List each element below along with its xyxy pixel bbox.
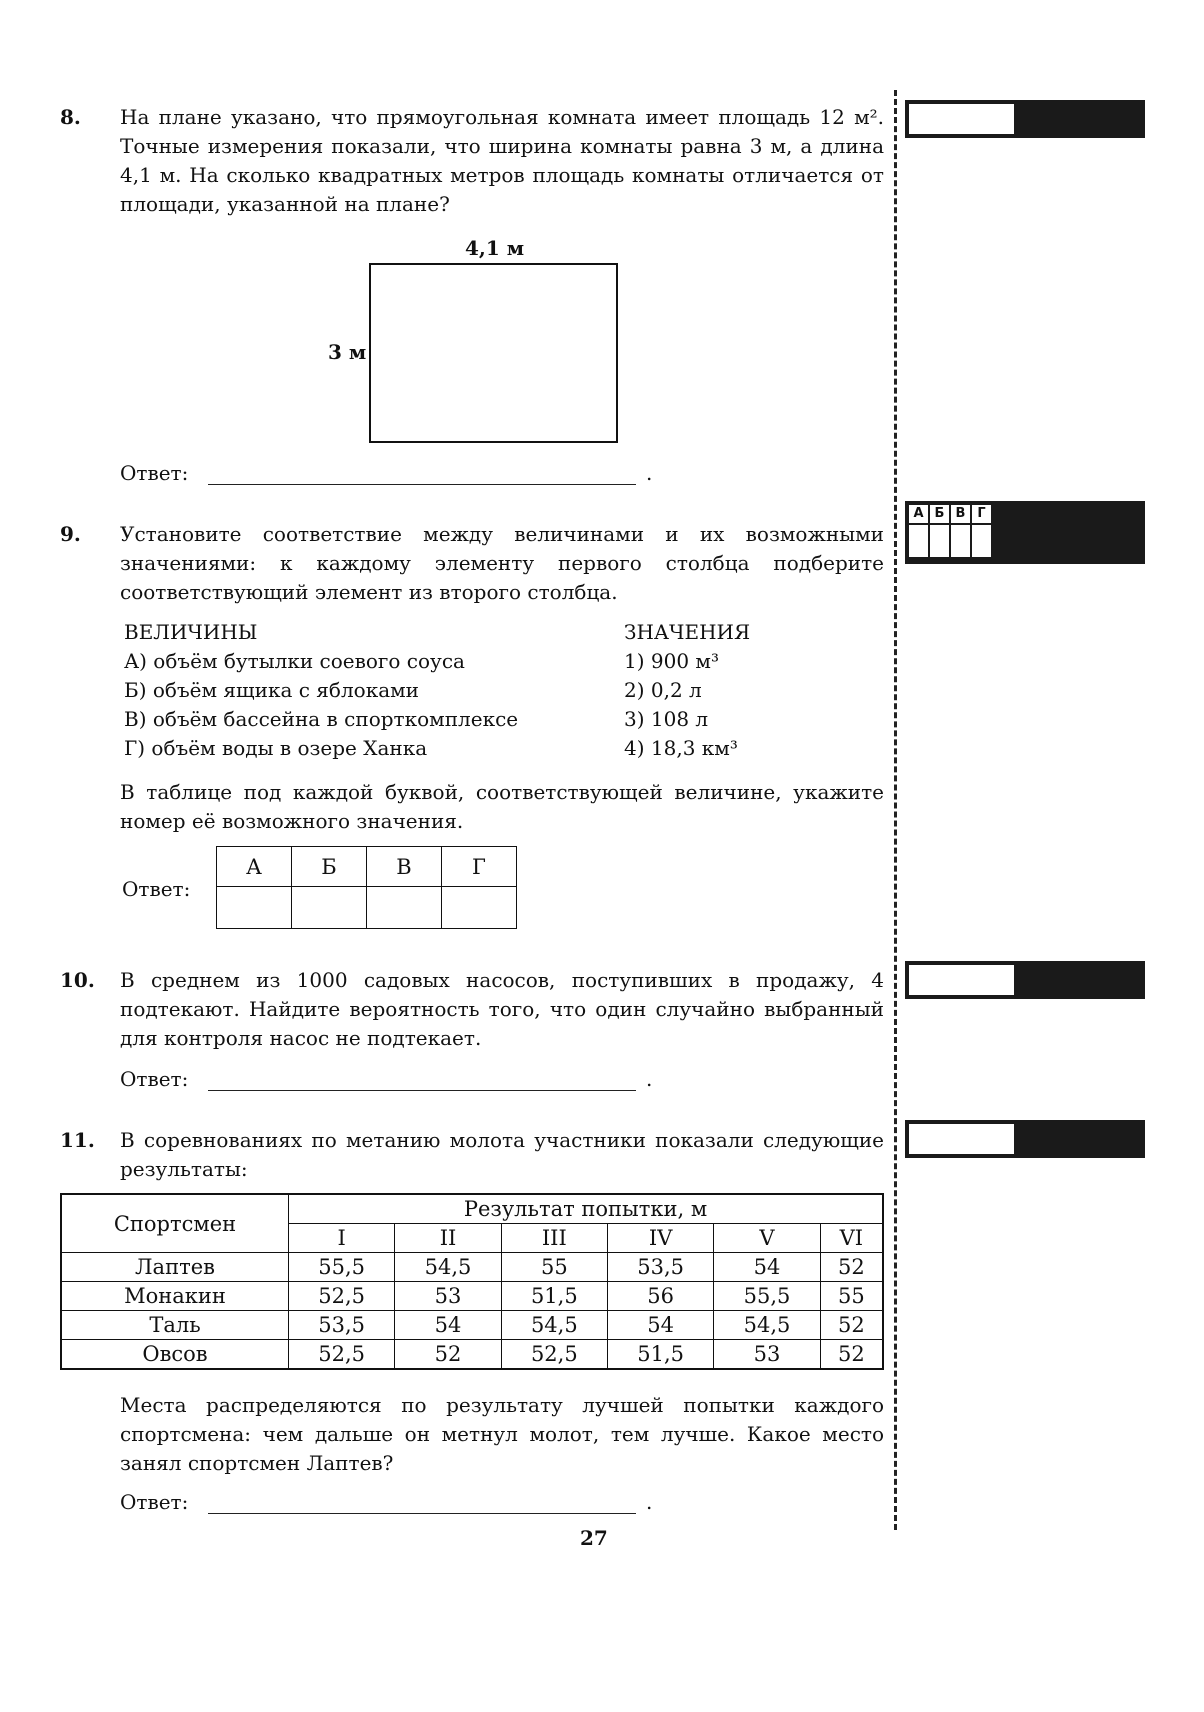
value-item: 3) 108 л (624, 707, 709, 731)
task-number: 9. (60, 522, 81, 546)
result-cell: 54,5 (714, 1311, 820, 1340)
answer-table (216, 846, 517, 929)
result-header: Результат попытки, м (289, 1194, 884, 1224)
margin-answer-box-11 (905, 1120, 1145, 1158)
quantity-item: В) объём бассейна в спорткомплексе (124, 707, 519, 731)
answer-label: Ответ: (120, 1067, 189, 1091)
task-number: 10. (60, 968, 95, 992)
margin-cell (930, 525, 949, 557)
room-rectangle (369, 263, 618, 443)
result-cell: 54 (607, 1311, 713, 1340)
answer-line[interactable] (208, 484, 636, 485)
result-cell: 54,5 (501, 1311, 607, 1340)
table-row (61, 1282, 883, 1311)
table-row (61, 1311, 883, 1340)
margin-answer-box-8 (905, 100, 1145, 138)
attempt-header: I (289, 1224, 395, 1253)
margin-cell (972, 525, 991, 557)
result-cell: 52 (820, 1340, 883, 1370)
result-cell: 52,5 (501, 1340, 607, 1370)
result-cell: 54 (395, 1311, 501, 1340)
answer-cell[interactable] (367, 887, 442, 929)
results-table (60, 1193, 884, 1370)
figure-width-label: 3 м (328, 340, 367, 364)
task-10-text: В среднем из 1000 садовых насосов, поступивших в продажу, 4 подтекают. Найдите вероятность того, что один случайно выбранный для контроля насос не подтекает. (120, 968, 884, 1050)
athlete-name: Монакин (61, 1282, 289, 1311)
margin-letter: В (951, 505, 970, 523)
value-item: 4) 18,3 км³ (624, 736, 738, 760)
result-cell: 51,5 (501, 1282, 607, 1311)
result-cell: 55,5 (289, 1253, 395, 1282)
answer-letter: В (367, 847, 442, 887)
quantity-item: Б) объём ящика с яблоками (124, 678, 420, 702)
quantity-item: А) объём бутылки соевого соуса (124, 649, 465, 673)
cut-line (894, 90, 897, 1530)
task-number: 8. (60, 105, 81, 129)
answer-label: Ответ: (120, 1490, 189, 1514)
result-cell: 53,5 (607, 1253, 713, 1282)
athlete-header: Спортсмен (61, 1194, 289, 1253)
athlete-name: Лаптев (61, 1253, 289, 1282)
result-cell: 53,5 (289, 1311, 395, 1340)
attempt-header: III (501, 1224, 607, 1253)
margin-answer-window (909, 104, 1014, 134)
margin-letter: А (909, 505, 928, 523)
answer-end: . (646, 1067, 653, 1091)
answer-line[interactable] (208, 1513, 636, 1514)
attempt-header: II (395, 1224, 501, 1253)
result-cell: 53 (714, 1340, 820, 1370)
result-cell: 54 (714, 1253, 820, 1282)
task-9-instruction: В таблице под каждой буквой, соответствующей величине, укажите номер её возможного значения. (120, 780, 884, 833)
value-item: 2) 0,2 л (624, 678, 702, 702)
margin-cell (909, 525, 928, 557)
figure-length-label: 4,1 м (465, 236, 525, 260)
answer-line[interactable] (208, 1090, 636, 1091)
left-column-header: ВЕЛИЧИНЫ (124, 620, 258, 644)
result-cell: 52,5 (289, 1340, 395, 1370)
result-cell: 51,5 (607, 1340, 713, 1370)
margin-answer-grid-9 (905, 501, 1145, 564)
result-cell: 52 (395, 1340, 501, 1370)
task-11-text: В соревнованиях по метанию молота участники показали следующие результаты: (120, 1128, 884, 1181)
margin-answer-window (909, 965, 1014, 995)
athlete-name: Овсов (61, 1340, 289, 1370)
answer-letter: Г (442, 847, 517, 887)
margin-letter: Б (930, 505, 949, 523)
value-item: 1) 900 м³ (624, 649, 719, 673)
margin-letter: Г (972, 505, 991, 523)
answer-cell[interactable] (442, 887, 517, 929)
right-column-header: ЗНАЧЕНИЯ (624, 620, 751, 644)
attempt-header: V (714, 1224, 820, 1253)
result-cell: 53 (395, 1282, 501, 1311)
athlete-name: Таль (61, 1311, 289, 1340)
result-cell: 52 (820, 1253, 883, 1282)
answer-label: Ответ: (122, 877, 191, 901)
task-number: 11. (60, 1128, 95, 1152)
page-number: 27 (580, 1526, 608, 1550)
answer-end: . (646, 1490, 653, 1514)
task-9-text: Установите соответствие между величинами и их возможными значениями: к каждому элементу первого столбца подберите соответствующий элемент из второго столбца. (120, 522, 884, 604)
margin-cell (951, 525, 970, 557)
attempt-header: IV (607, 1224, 713, 1253)
answer-label: Ответ: (120, 461, 189, 485)
result-cell: 54,5 (395, 1253, 501, 1282)
answer-letter: Б (292, 847, 367, 887)
result-cell: 55 (820, 1282, 883, 1311)
task-8-text: На плане указано, что прямоугольная комната имеет площадь 12 м². Точные измерения показали, что ширина комнаты равна 3 м, а длина 4,1 м. На сколько квадратных метров площадь комнаты отличается от площади, указанной на плане? (120, 105, 884, 216)
result-cell: 56 (607, 1282, 713, 1311)
result-cell: 55,5 (714, 1282, 820, 1311)
answer-cell[interactable] (217, 887, 292, 929)
answer-cell[interactable] (292, 887, 367, 929)
answer-letter: А (217, 847, 292, 887)
task-11-question: Места распределяются по результату лучшей попытки каждого спортсмена: чем дальше он метнул молот, тем лучше. Какое место занял спортсмен Лаптев? (120, 1393, 884, 1475)
result-cell: 52,5 (289, 1282, 395, 1311)
answer-end: . (646, 461, 653, 485)
margin-answer-box-10 (905, 961, 1145, 999)
quantity-item: Г) объём воды в озере Ханка (124, 736, 428, 760)
attempt-header: VI (820, 1224, 883, 1253)
result-cell: 55 (501, 1253, 607, 1282)
margin-answer-window (909, 1124, 1014, 1154)
result-cell: 52 (820, 1311, 883, 1340)
table-row (61, 1340, 883, 1370)
table-row (61, 1253, 883, 1282)
